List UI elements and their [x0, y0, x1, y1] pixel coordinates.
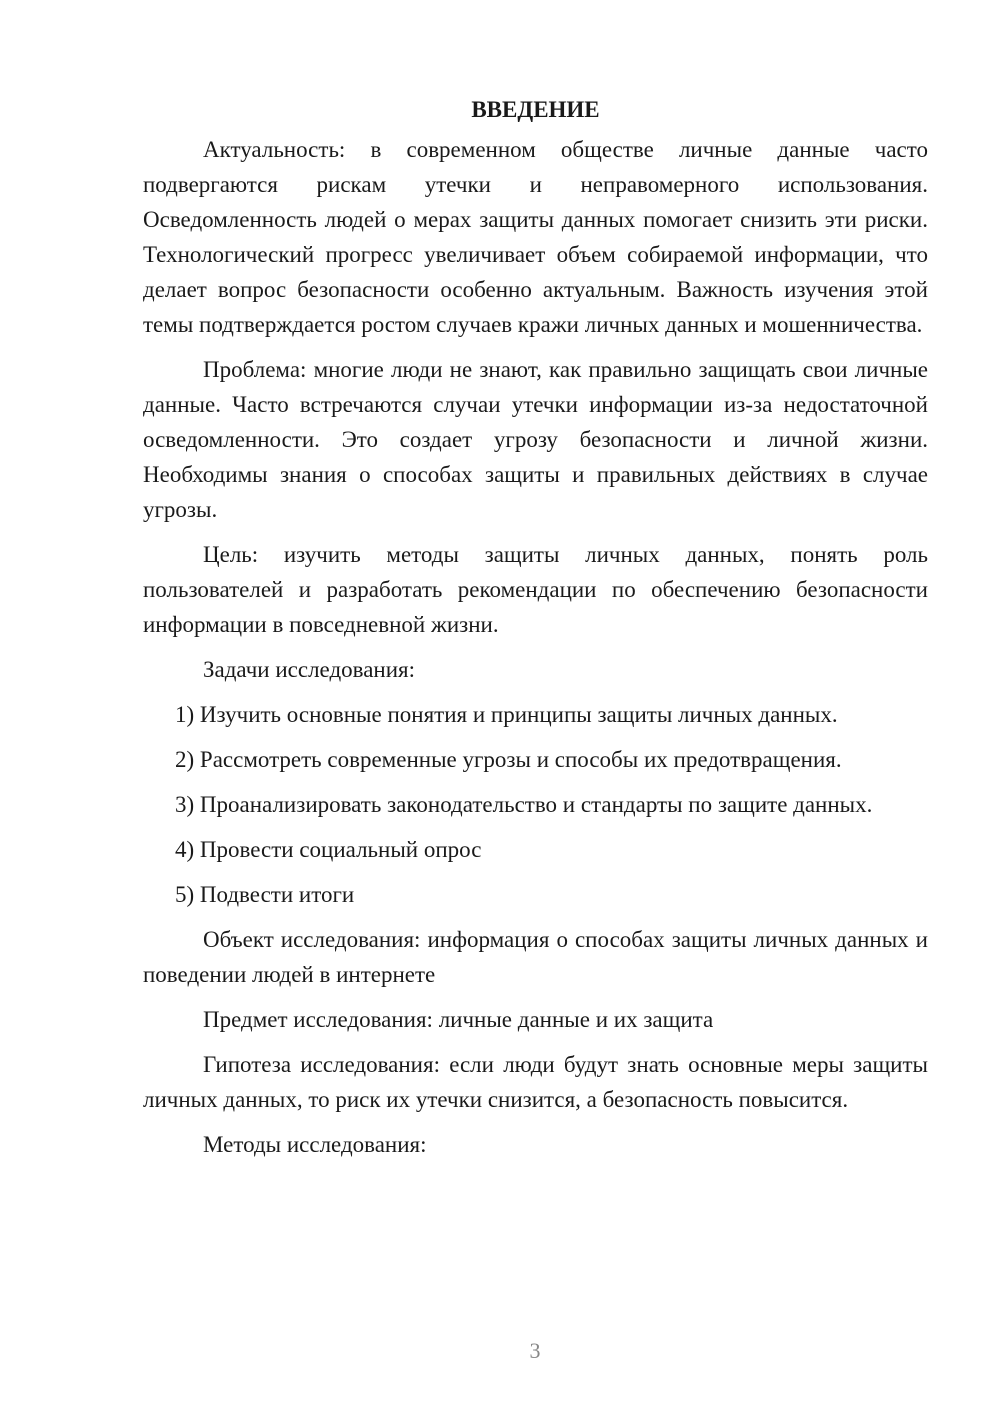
tasks-heading: Задачи исследования: — [203, 657, 416, 682]
subject-paragraph: Предмет исследования: личные данные и их защита — [203, 1007, 714, 1032]
page-title: ВВЕДЕНИЕ — [471, 97, 600, 122]
task-item-3: 3) Проанализировать законодательство и стандарты по защите данных. — [175, 792, 873, 817]
goal-paragraph: Цель: изучить методы защиты личных данных, понять роль пользователей и разработать рекомендации по обеспечению безопасности информации в повседневной жизни. — [143, 542, 928, 637]
page-number: 3 — [529, 1338, 541, 1363]
methods-heading: Методы исследования: — [203, 1132, 427, 1157]
task-item-5: 5) Подвести итоги — [175, 882, 355, 907]
page-content — [143, 92, 928, 1172]
relevance-paragraph: Актуальность: в современном обществе личные данные часто подвергаются рискам утечки и неправомерного использования. Осведомленность людей о мерах защиты данных помогает снизить эти риски. Технологический прогресс увеличивает объем собираемой информации, что делает вопрос безопасности особенно актуальным. Важность изучения этой темы подтверждается ростом случаев кражи личных данных и мошенничества. — [143, 137, 928, 337]
task-item-1: 1) Изучить основные понятия и принципы защиты личных данных. — [175, 702, 838, 727]
hypothesis-paragraph: Гипотеза исследования: если люди будут знать основные меры защиты личных данных, то риск их утечки снизится, а безопасность повысится. — [143, 1052, 928, 1112]
problem-paragraph: Проблема: многие люди не знают, как правильно защищать свои личные данные. Часто встречаются случаи утечки информации из-за недостаточной осведомленности. Это создает угрозу безопасности и личной жизни. Необходимы знания о способах защиты и правильных действиях в случае угрозы. — [143, 357, 928, 522]
task-item-4: 4) Провести социальный опрос — [175, 837, 482, 862]
task-item-2: 2) Рассмотреть современные угрозы и способы их предотвращения. — [175, 747, 842, 772]
object-paragraph: Объект исследования: информация о способах защиты личных данных и поведении людей в интернете — [143, 927, 928, 987]
